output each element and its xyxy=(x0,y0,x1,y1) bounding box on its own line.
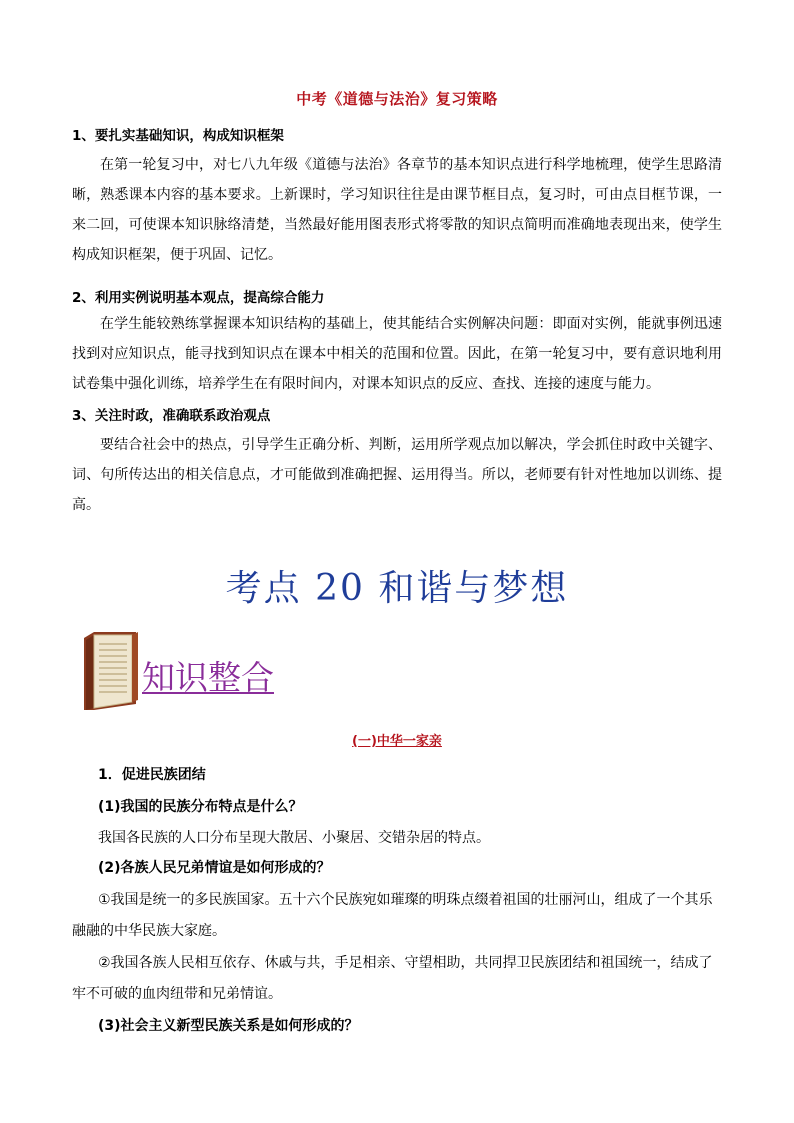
answer-2-2-line2: 牢不可破的血肉纽带和兄弟情谊。 xyxy=(72,986,282,1002)
section-2-heading: 2、利用实例说明基本观点，提高综合能力 xyxy=(72,290,325,306)
question-3: (3)社会主义新型民族关系是如何形成的？ xyxy=(98,1018,359,1034)
answer-2-1-line2: 融融的中华民族大家庭。 xyxy=(72,923,226,939)
document-title: 中考《道德与法治》复习策略 xyxy=(296,90,498,108)
answer-2-1-line1: ①我国是统一的多民族国家。五十六个民族宛如璀璨的明珠点缀着祖国的壮丽河山，组成了一个其乐 xyxy=(98,892,713,908)
knowledge-section-label: 知识整合 xyxy=(142,658,274,697)
subsection-title: (一)中华一家亲 xyxy=(352,734,442,749)
section-2-text: 在学生能较熟练掌握课本知识结构的基础上，使其能结合实例解决问题：即面对实例，能就事例迅速找到对应知识点，能寻找到知识点在课本中相关的范围和位置。因此，在第一轮复习中，要有意识地利用试卷集中强化训练，培养学生在有限时间内，对课本知识点的反应、查找、连接的速度与能力。 xyxy=(72,316,722,392)
answer-1: 我国各民族的人口分布呈现大散居、小聚居、交错杂居的特点。 xyxy=(98,830,490,846)
book-icon xyxy=(80,630,140,712)
answer-2-2-line1: ②我国各族人民相互依存、休戚与共，手足相亲、守望相助，共同捍卫民族团结和祖国统一，结成了 xyxy=(98,955,713,971)
section-1-text: 在第一轮复习中，对七八九年级《道德与法治》各章节的基本知识点进行科学地梳理，使学生思路清晰，熟悉课本内容的基本要求。上新课时，学习知识往往是由课节框目点，复习时，可由点目框节课，一来二回，可使课本知识脉络清楚，当然最好能用图表形式将零散的知识点简明而准确地表现出来，使学生构成知识框架，便于巩固、记忆。 xyxy=(72,157,722,263)
topic-title: 考点 20 和谐与梦想 xyxy=(225,568,569,609)
question-2: (2)各族人民兄弟情谊是如何形成的？ xyxy=(98,860,331,876)
item-1-heading: 1．促进民族团结 xyxy=(98,767,206,783)
section-3-heading: 3、关注时政，准确联系政治观点 xyxy=(72,408,271,424)
section-1-heading: 1、要扎实基础知识，构成知识框架 xyxy=(72,128,284,144)
question-1: (1)我国的民族分布特点是什么？ xyxy=(98,799,303,815)
section-3-text: 要结合社会中的热点，引导学生正确分析、判断，运用所学观点加以解决，学会抓住时政中关键字、词、句所传达出的相关信息点，才可能做到准确把握、运用得当。所以，老师要有针对性地加以训练、提高。 xyxy=(72,437,722,513)
